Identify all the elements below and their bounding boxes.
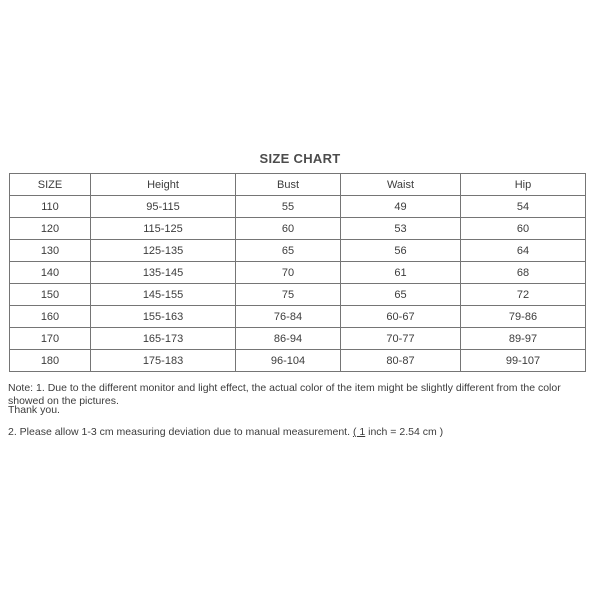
column-header-size: SIZE: [10, 174, 91, 196]
table-row: [10, 306, 586, 328]
table-cell: 55: [236, 196, 341, 218]
inch-conversion-underlined: ( 1: [352, 426, 366, 438]
table-cell: 86-94: [236, 328, 341, 350]
table-cell: 60: [236, 218, 341, 240]
table-cell: 72: [461, 284, 586, 306]
table-cell: 145-155: [91, 284, 236, 306]
page-title: SIZE CHART: [259, 151, 341, 166]
column-header-waist: Waist: [341, 174, 461, 196]
table-cell: 95-115: [91, 196, 236, 218]
table-cell: 64: [461, 240, 586, 262]
table-cell: 70-77: [341, 328, 461, 350]
table-row: [10, 350, 586, 372]
note-line-1: Note: 1. Due to the different monitor and light effect, the actual color of the item might be slightly different from the color showed on the pictures.: [8, 382, 561, 407]
table-cell: 130: [10, 240, 91, 262]
table-cell: 60-67: [341, 306, 461, 328]
table-cell: 160: [10, 306, 91, 328]
note-line-3: [8, 426, 594, 439]
table-cell: 54: [461, 196, 586, 218]
note-line-3-suffix: inch = 2.54 cm ): [365, 426, 444, 438]
table-cell: 56: [341, 240, 461, 262]
size-chart-table: [9, 173, 586, 372]
table-cell: 68: [461, 262, 586, 284]
table-cell: 79-86: [461, 306, 586, 328]
table-cell: 99-107: [461, 350, 586, 372]
table-row: [10, 218, 586, 240]
table-cell: 115-125: [91, 218, 236, 240]
table-cell: 65: [341, 284, 461, 306]
table-row: [10, 196, 586, 218]
table-row: [10, 262, 586, 284]
table-cell: 60: [461, 218, 586, 240]
table-cell: 150: [10, 284, 91, 306]
table-row: [10, 240, 586, 262]
table-cell: 180: [10, 350, 91, 372]
table-cell: 135-145: [91, 262, 236, 284]
table-cell: 96-104: [236, 350, 341, 372]
note-line-3-text: 2. Please allow 1-3 cm measuring deviation due to manual measurement.: [8, 426, 353, 438]
table-cell: 49: [341, 196, 461, 218]
table-cell: 61: [341, 262, 461, 284]
column-header-height: Height: [91, 174, 236, 196]
table-cell: 125-135: [91, 240, 236, 262]
table-cell: 165-173: [91, 328, 236, 350]
table-cell: 89-97: [461, 328, 586, 350]
table-cell: 170: [10, 328, 91, 350]
table-cell: 155-163: [91, 306, 236, 328]
table-row: [10, 328, 586, 350]
note-line-2: Thank you.: [8, 404, 60, 416]
column-header-hip: Hip: [461, 174, 586, 196]
column-header-bust: Bust: [236, 174, 341, 196]
table-cell: 120: [10, 218, 91, 240]
table-cell: 65: [236, 240, 341, 262]
table-cell: 80-87: [341, 350, 461, 372]
table-cell: 76-84: [236, 306, 341, 328]
table-header-row: [10, 174, 586, 196]
table-row: [10, 284, 586, 306]
table-cell: 175-183: [91, 350, 236, 372]
table-cell: 140: [10, 262, 91, 284]
table-cell: 75: [236, 284, 341, 306]
table-cell: 110: [10, 196, 91, 218]
table-cell: 70: [236, 262, 341, 284]
table-cell: 53: [341, 218, 461, 240]
